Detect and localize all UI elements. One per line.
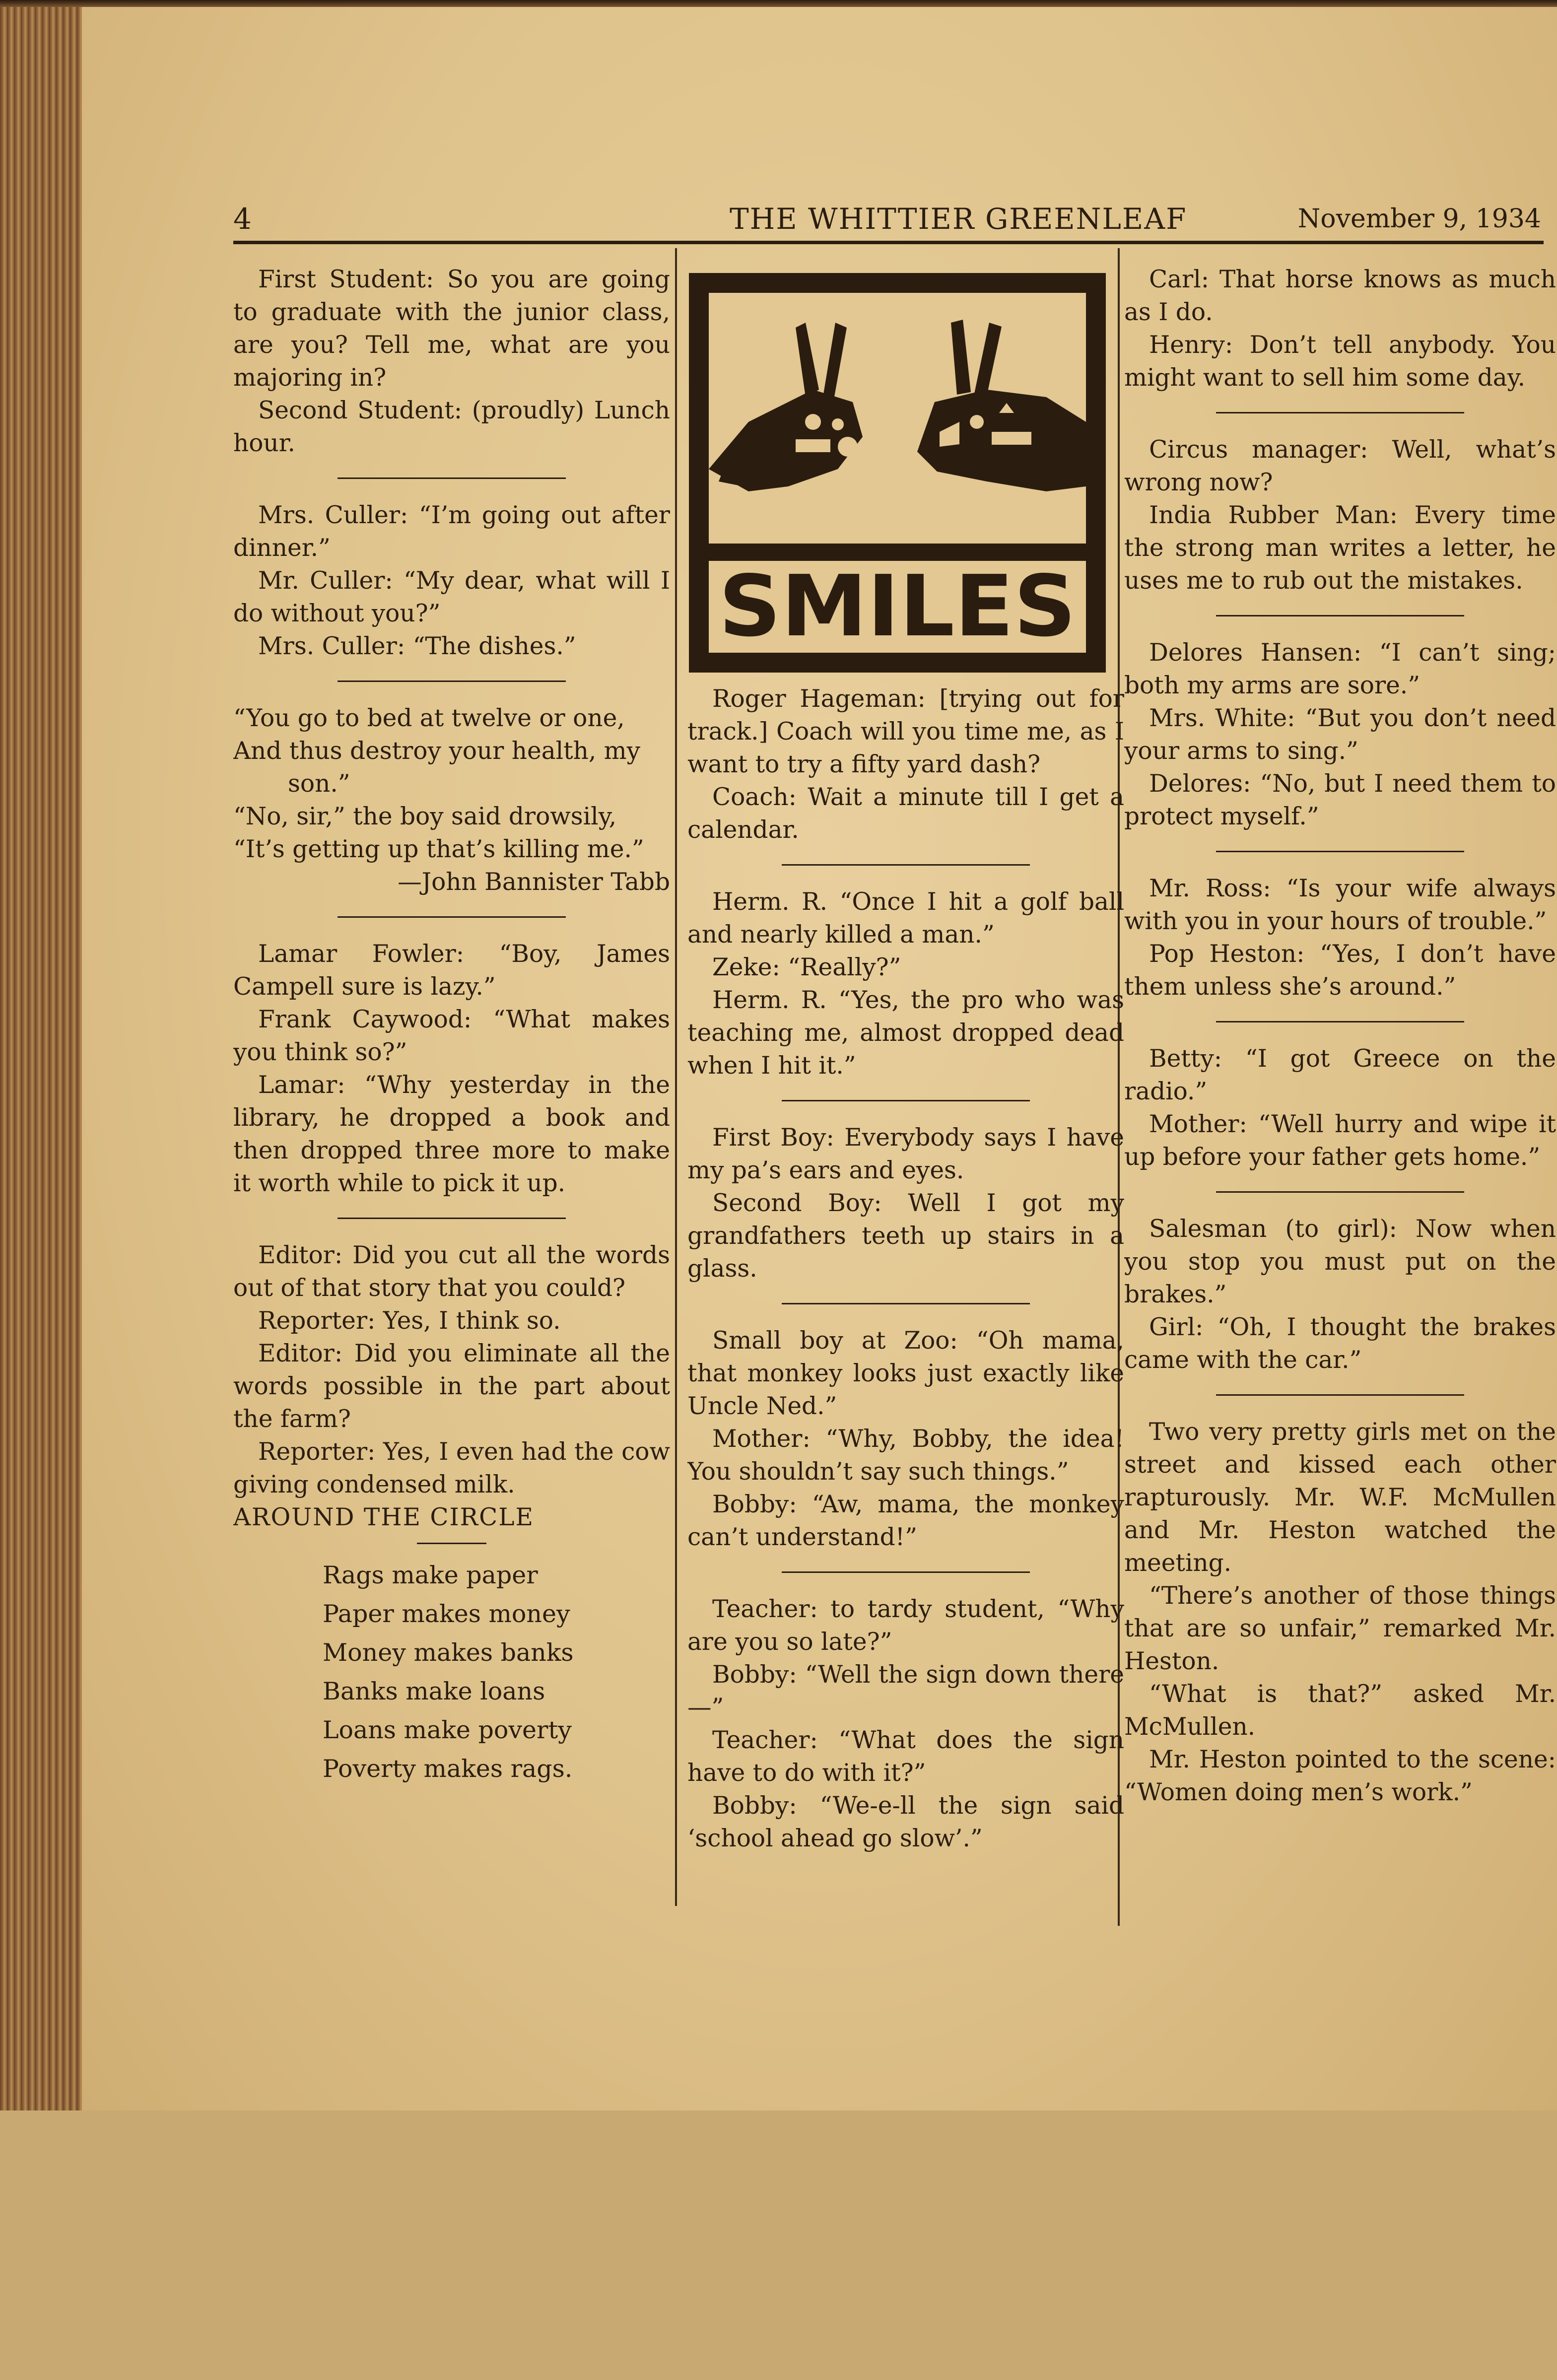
joke-divider — [1216, 615, 1464, 616]
poem-line: “No, sir,” the boy said drowsily, — [233, 803, 617, 830]
joke-line: Roger Hageman: [trying out for track.] Coach will you time me, as I want to try a fifty yard dash? — [687, 685, 1124, 778]
joke-line: Second Student: (proudly) Lunch hour. — [233, 397, 670, 457]
joke-line: Herm. R. “Yes, the pro who was teaching me, almost dropped dead when I hit it.” — [687, 986, 1124, 1080]
joke-line: Pop Heston: “Yes, I don’t have them unless she’s around.” — [1124, 940, 1556, 1001]
joke-line: “What is that?” asked Mr. McMullen. — [1124, 1680, 1556, 1741]
joke-line: Coach: Wait a minute till I get a calendar. — [687, 783, 1124, 844]
joke-line: Editor: Did you cut all the words out of that story that you could? — [233, 1241, 670, 1302]
joke-line: Teacher: “What does the sign have to do with it?” — [687, 1726, 1124, 1787]
issue-date: November 9, 1934 — [1297, 204, 1541, 234]
joke-line: Bobby: “We-e-ll the sign said ‘school ahead go slow’.” — [687, 1792, 1124, 1852]
joke-line: Reporter: Yes, I even had the cow giving condensed milk. — [233, 1438, 670, 1498]
joke-line: Lamar: “Why yesterday in the library, he dropped a book and then dropped three more to make it worth while to pick it up. — [233, 1071, 670, 1197]
circle-line: Money makes banks — [323, 1638, 574, 1667]
joke-divider — [1216, 412, 1464, 413]
joke-line: “There’s another of those things that are so unfair,” remarked Mr. Heston. — [1124, 1582, 1556, 1675]
joke-divider — [782, 1100, 1030, 1101]
joke-line: First Boy: Everybody says I have my pa’s ears and eyes. — [687, 1124, 1124, 1184]
joke-line: Mr. Culler: “My dear, what will I do without you?” — [233, 567, 670, 627]
joke-line: Second Boy: Well I got my grandfathers teeth up stairs in a glass. — [687, 1189, 1124, 1283]
circle-line: Poverty makes rags. — [323, 1755, 573, 1783]
joke-line: Mother: “Why, Bobby, the idea! You shouldn’t say such things.” — [687, 1425, 1124, 1486]
joke-line: Zeke: “Really?” — [712, 953, 901, 981]
joke-line: Bobby: “Well the sign down there—” — [687, 1661, 1124, 1721]
joke-line: Small boy at Zoo: “Oh mama, that monkey looks just exactly like Uncle Ned.” — [687, 1327, 1124, 1420]
joke-divider — [1216, 851, 1464, 852]
column-divider-left — [675, 248, 677, 1906]
joke-line: Girl: “Oh, I thought the brakes came with the car.” — [1124, 1313, 1556, 1374]
around-the-circle-poem — [233, 1556, 670, 1788]
joke-line: Mrs. White: “But you don’t need your arms to sing.” — [1124, 704, 1556, 765]
title-underline — [417, 1543, 486, 1544]
joke-line: Henry: Don’t tell anybody. You might want to sell him some day. — [1124, 331, 1556, 392]
joke-line: Mrs. Culler: “The dishes.” — [258, 632, 576, 660]
joke-divider — [338, 1218, 566, 1219]
joke-line: Bobby: “Aw, mama, the monkey can’t understand!” — [687, 1491, 1124, 1551]
joke-line: Editor: Did you eliminate all the words possible in the part about the farm? — [233, 1340, 670, 1433]
column-middle — [687, 682, 1124, 2380]
page-header — [151, 196, 1546, 242]
joke-divider — [782, 1303, 1030, 1304]
circle-line: Rags make paper — [323, 1561, 538, 1589]
joke-line: Herm. R. “Once I hit a golf ball and nearly killed a man.” — [687, 888, 1124, 949]
circle-line: Paper makes money — [323, 1600, 570, 1628]
joke-line: Salesman (to girl): Now when you stop you must put on the brakes.” — [1124, 1215, 1556, 1308]
around-the-circle-title: AROUND THE CIRCLE — [233, 1503, 534, 1531]
joke-line: Lamar Fowler: “Boy, James Campell sure is lazy.” — [233, 940, 670, 1001]
joke-line: Mother: “Well hurry and wipe it up before your father gets home.” — [1124, 1110, 1556, 1171]
joke-line: Circus manager: Well, what’s wrong now? — [1124, 436, 1556, 496]
joke-line: Delores Hansen: “I can’t sing; both my arms are sore.” — [1124, 639, 1556, 699]
joke-line: Mrs. Culler: “I’m going out after dinner.” — [233, 501, 670, 562]
newspaper-title: THE WHITTIER GREENLEAF — [730, 202, 1187, 236]
poem-line: “It’s getting up that’s killing me.” — [233, 835, 644, 863]
page-number: 4 — [233, 202, 252, 236]
joke-line: Betty: “I got Greece on the radio.” — [1124, 1045, 1556, 1105]
smiles-label: SMILES — [719, 557, 1076, 656]
joke-line: Delores: “No, but I need them to protect myself.” — [1124, 770, 1556, 830]
smiles-woodcut — [689, 273, 1106, 673]
joke-divider — [782, 864, 1030, 866]
joke-line: First Student: So you are going to graduate with the junior class, are you? Tell me, what are you majoring in? — [233, 266, 670, 392]
joke-line: Carl: That horse knows as much as I do. — [1124, 266, 1556, 326]
column-left — [233, 263, 670, 1961]
joke-line: Mr. Ross: “Is your wife always with you in your hours of trouble.” — [1124, 875, 1556, 935]
header-rule — [233, 241, 1544, 244]
joke-divider — [338, 477, 566, 479]
poem-line: And thus destroy your health, my son.” — [233, 737, 641, 798]
poem-author: —John Bannister Tabb — [398, 868, 670, 896]
circle-line: Banks make loans — [323, 1677, 545, 1705]
joke-line: Two very pretty girls met on the street and kissed each other rapturously. Mr. W.F. McMullen and Mr. Heston watched the meeting. — [1124, 1418, 1556, 1577]
joke-divider — [782, 1571, 1030, 1573]
joke-line: Frank Caywood: “What makes you think so?” — [233, 1006, 670, 1066]
joke-line: Mr. Heston pointed to the scene: “Women doing men’s work.” — [1124, 1746, 1556, 1806]
joke-divider — [1216, 1191, 1464, 1193]
joke-divider — [1216, 1021, 1464, 1022]
circle-line: Loans make poverty — [323, 1716, 572, 1744]
smiles-banner — [689, 273, 1106, 673]
joke-divider — [338, 916, 566, 918]
joke-line: Teacher: to tardy student, “Why are you so late?” — [687, 1595, 1124, 1656]
joke-line: Reporter: Yes, I think so. — [258, 1307, 561, 1335]
joke-divider — [338, 680, 566, 682]
page-top-shadow — [0, 0, 1557, 7]
book-binding-edge — [0, 0, 82, 2110]
joke-divider — [1216, 1394, 1464, 1396]
column-right — [1124, 263, 1556, 1961]
joke-line: India Rubber Man: Every time the strong man writes a letter, he uses me to rub out the mistakes. — [1124, 501, 1556, 595]
poem-line: “You go to bed at twelve or one, — [233, 704, 625, 732]
